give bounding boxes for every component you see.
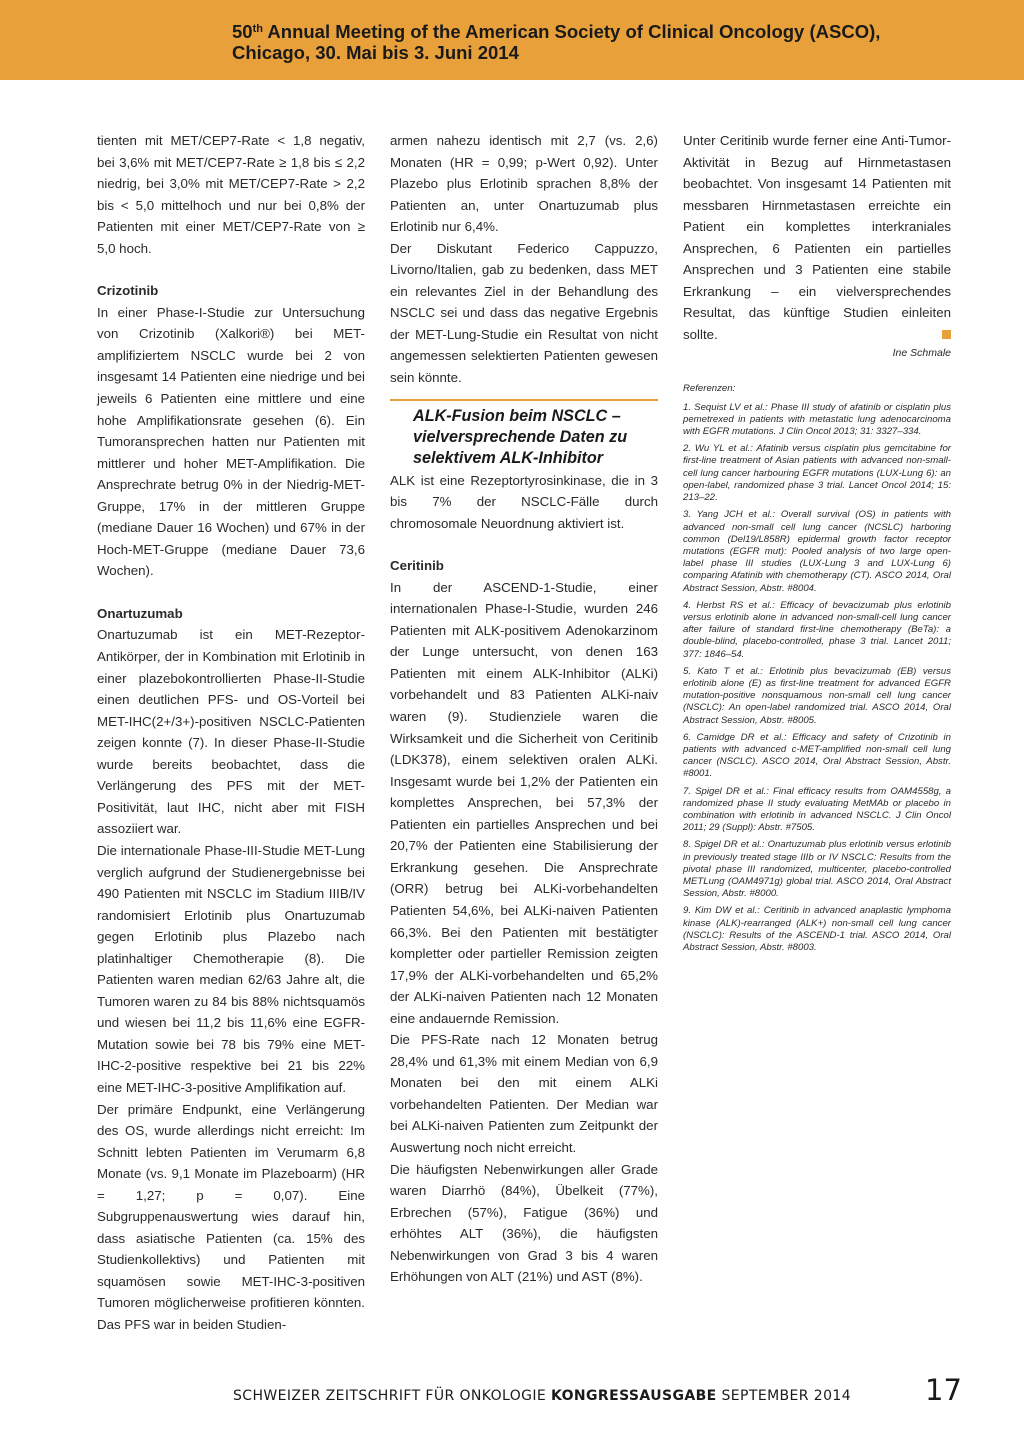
- section-divider: [390, 399, 658, 401]
- references: [683, 383, 951, 954]
- footer-journal-name: SCHWEIZER ZEITSCHRIFT FÜR ONKOLOGIE: [233, 1388, 551, 1404]
- footer-edition: KONGRESSAUSGABE: [551, 1388, 717, 1404]
- crizotinib-paragraph: In einer Phase-I-Studie zur Untersuchung von Crizotinib (Xalkori®) bei MET-amplifiziertem NSCLC wurde bei 2 von insgesamt 14 Patienten eine niedrige und bei jeweils 6 Patienten eine mittlere und eine hohe Amplifikationsrate gesehen (6). Ein Tumoransprechen hatten nur Patienten mit mittlerer und hoher MET-Amplifikation. Die Ansprechrate betrug 0% in der Niedrig-MET-Gruppe, 17% in der mittleren Gruppe (mediane Dauer 16 Wochen) und 67% in der Hoch-MET-Gruppe (mediane Dauer 73,6 Wochen).: [97, 304, 365, 579]
- footer-date: SEPTEMBER 2014: [716, 1388, 851, 1404]
- reference-item: 6. Camidge DR et al.: Efficacy and safety of Crizotinib in patients with advanced c-MET-amplified non-small cell lung cancer (NSCLC). ASCO 2014, Oral Abstract Session, Abstr. #8001.: [683, 731, 951, 780]
- reference-item: 9. Kim DW et al.: Ceritinib in advanced anaplastic lymphoma kinase (ALK)-rearranged (ALK+) non-small cell lung cancer (NSCLC): Results of the ASCEND-1 trial. ASCO 2014, Oral Abstract Session, Abstr. #8003.: [683, 905, 951, 953]
- header-title-ordinal: th: [252, 23, 263, 35]
- discussant-paragraph: Der Diskutant Federico Cappuzzo, Livorno/Italien, gab zu bedenken, dass MET ein relevantes Ziel in der Behandlung des NSCLC sei und dass das negative Ergebnis der MET-Lung-Studie ein Resultat von nicht angemessen selektierten Patienten gewesen sein könnte.: [390, 240, 658, 386]
- column-right: [683, 130, 951, 959]
- reference-item: 3. Yang JCH et al.: Overall survival (OS) in patients with advanced non-small cell lung cancer (NCSLC) harboring common (Del19/L858R) epidermal growth factor receptor mutations (EGFR mut): Pooled analysis of two large open-label phase III studies (LUX-Lung 3 and LUX-Lung 6) comparing Afatinib with chemotherapy (CT). ASCO 2014, Oral Abstract Session, Abstr. #8004.: [683, 509, 951, 594]
- header-title-line1: Annual Meeting of the American Society of Clinical Oncology (ASCO),: [262, 21, 881, 42]
- onartuzumab-paragraph-3: Der primäre Endpunkt, eine Verlängerung des OS, wurde allerdings nicht erreicht: Im Schnitt lebten Patienten im Verumarm 6,8 Monate (vs. 9,1 Monate im Plazeboarm) (HR = 1,27; p = 0,07). Eine Subgruppenauswertung wies darauf hin, dass asiatische Patienten (ca. 15% des Studienkollektivs) und Patienten mit squamösen sowie MET-IHC-3-positiven Tumoren möglicherweise profitieren könnten. Das PFS war in beiden Studien-: [97, 1101, 365, 1332]
- crizotinib-heading: Crizotinib: [97, 283, 159, 299]
- ceritinib-paragraph-3: Die häufigsten Nebenwirkungen aller Grade waren Diarrhö (84%), Übelkeit (77%), Erbrechen (57%), Fatigue (36%) und erhöhtes ALT (36%), die häufigsten Nebenwirkungen von Grad 3 bis 4 waren Erhöhungen von ALT (21%) und AST (8%).: [390, 1161, 658, 1285]
- column-middle: [390, 130, 658, 1288]
- column-left: [97, 130, 365, 1336]
- onartuzumab-paragraph-1: Onartuzumab ist ein MET-Rezeptor-Antikörper, der in Kombination mit Erlotinib in einer plazebokontrollierten Phase-II-Studie einen deutlichen PFS- und OS-Vorteil bei MET-IHC(2+/3+)-positiven NSCLC-Patienten zeigen konnte (7). In dieser Phase-II-Studie wurde bereits beobachtet, dass die Verlängerung des PFS mit der MET-Positivität, laut IHC, nicht aber mit FISH assoziiert war.: [97, 627, 365, 837]
- references-title: Referenzen:: [683, 383, 736, 395]
- ceritinib-heading: Ceritinib: [390, 558, 444, 574]
- onartuzumab-heading: Onartuzumab: [97, 605, 183, 621]
- ceritinib-paragraph-2: Die PFS-Rate nach 12 Monaten betrug 28,4% und 61,3% mit einem Median von 6,9 Monaten bei den mit einem ALKi vorbehandelten Patienten. Der Median war bei ALKi-naiven Patienten zum Zeitpunkt der Auswertung noch nicht erreicht.: [390, 1032, 658, 1155]
- met-lung-results-paragraph: armen nahezu identisch mit 2,7 (vs. 2,6) Monaten (HR = 0,99; p-Wert 0,92). Unter Plazebo plus Erlotinib sprachen 8,8% der Patienten an, unter Onartuzumab plus Erlotinib nur 6,4%.: [390, 133, 658, 235]
- header-title-number: 50: [232, 21, 253, 42]
- author-name: Ine Schmale: [892, 347, 951, 360]
- page-number: 17: [925, 1373, 962, 1407]
- onartuzumab-paragraph-2: Die internationale Phase-III-Studie MET-Lung verglich aufgrund der Studienergebnisse bei 490 Patienten mit NSCLC im Stadium IIIB/IV randomisiert Erlotinib plus Onartuzumab gegen Erlotinib plus Plazebo nach platinhaltiger Chemotherapie (8). Die Patienten waren median 62/63 Jahre alt, die Tumoren waren zu 84 bis 88% nichtsquamös und wiesen bei 11,2 bis 11,6% eine EGFR-Mutation sowie bei 78 bis 79% eine MET-IHC-2-positive respektive bei 21 bis 22% eine MET-IHC-3-positive Amplifikation auf.: [97, 842, 365, 1095]
- reference-item: 4. Herbst RS et al.: Efficacy of bevacizumab plus erlotinib versus erlotinib alone in advanced non-small-cell lung cancer after failure of standard first-line chemotherapy (BeTa): a double-blind, placebo-controlled, phase 3 trial. Lancet 2011; 377: 1846–54.: [683, 599, 951, 660]
- intro-paragraph: tienten mit MET/CEP7-Rate < 1,8 negativ, bei 3,6% mit MET/CEP7-Rate ≥ 1,8 bis ≤ 2,2 niedrig, bei 3,0% mit MET/CEP7-Rate > 2,2 bis < 5,0 mittelhoch und nur bei 0,8% der Patienten mit einer MET/CEP7-Rate von ≥ 5,0 hoch.: [97, 133, 365, 256]
- reference-item: 1. Sequist LV et al.: Phase III study of afatinib or cisplatin plus pemetrexed in patients with metastatic lung adenocarcinoma with EGFR mutations. J Clin Oncol 2013; 31: 3327–334.: [683, 401, 951, 438]
- journal-footer: [233, 1384, 851, 1408]
- page-header-title: [232, 21, 1012, 63]
- brain-metastases-paragraph: [683, 130, 951, 345]
- brain-metastases-text: Unter Ceritinib wurde ferner eine Anti-Tumor-Aktivität in Bezug auf Hirnmetastasen beobachtet. Von insgesamt 14 Patienten mit messbaren Hirnmetastasen erreichte ein Patient ein komplettes interkraniales Ansprechen, 6 Patienten ein partielles Ansprechen und 3 Patienten eine stabile Erkrankung – ein vielversprechendes Resultat, das künftige Studien einleiten sollte.: [683, 133, 951, 342]
- section-title-alk: ALK-Fusion beim NSCLC – vielversprechende Daten zu selektivem ALK-Inhibitor: [413, 406, 628, 467]
- reference-item: 5. Kato T et al.: Erlotinib plus bevacizumab (EB) versus erlotinib alone (E) as first-line treatment for advanced EGFR mutation-positive nonsquamous non-small cell lung cancer (NSCLC): An open-label randomized trial. ASCO 2014, Oral Abstract Session, Abstr. #8005.: [683, 665, 951, 726]
- alk-intro-paragraph: ALK ist eine Rezeptortyrosinkinase, die in 3 bis 7% der NSCLC-Fälle durch chromosomale Neuordnung aktiviert ist.: [390, 472, 658, 531]
- reference-item: 8. Spigel DR et al.: Onartuzumab plus erlotinib versus erlotinib in previously treated stage IIIb or IV NSCLC: Results from the pivotal phase III randomized, multicenter, placebo-controlled METLung (OAM4971g) global trial. ASCO 2014, Oral Abstract Session, Abstr. #8000.: [683, 839, 951, 900]
- header-title-line2: Chicago, 30. Mai bis 3. Juni 2014: [232, 42, 519, 63]
- end-of-article-square-icon: [942, 330, 951, 339]
- ceritinib-paragraph-1: In der ASCEND-1-Studie, einer internationalen Phase-I-Studie, wurden 246 Patienten mit ALK-positivem Adenokarzinom der Lunge untersucht, von denen 163 Patienten mit einem ALK-Inhibitor (ALKi) vorbehandelt und 83 Patienten ALKi-naiv waren (9). Studienziele waren die Wirksamkeit und die Sicherheit von Ceritinib (LDK378), einem selektiven oralen ALKi. Insgesamt wurde bei 1,2% der Patienten ein komplettes Ansprechen, bei 57,3% der Patienten ein partielles Ansprechen und bei 20,7% der Patienten eine Stabilisierung der Erkrankung gesehen. Die Ansprechrate (ORR) betrug bei ALKi-vorbehandelten Patienten 54,6%, bei ALKi-naiven Patienten 66,3%. Bei den Patienten mit bestätigter kompletter oder partieller Remission zeigten 17,9% der ALKi-vorbehandelten und 65,2% der ALKi-naiven Patienten nach 12 Monaten eine andauernde Remission.: [390, 579, 658, 1026]
- reference-item: 7. Spigel DR et al.: Final efficacy results from OAM4558g, a randomized phase II study evaluating MetMAb or placebo in combination with erlotinib in advanced NSCLC. J Clin Oncol 2011; 29 (Suppl): Abstr. #7505.: [683, 785, 951, 834]
- reference-item: 2. Wu YL et al.: Afatinib versus cisplatin plus gemcitabine for first-line treatment of Asian patients with advanced non-small-cell lung cancer harbouring EGFR mutations (LUX-Lung 6): an open-label, randomized phase 3 trial. Lancet Oncol 2014; 15: 213–22.: [683, 443, 951, 504]
